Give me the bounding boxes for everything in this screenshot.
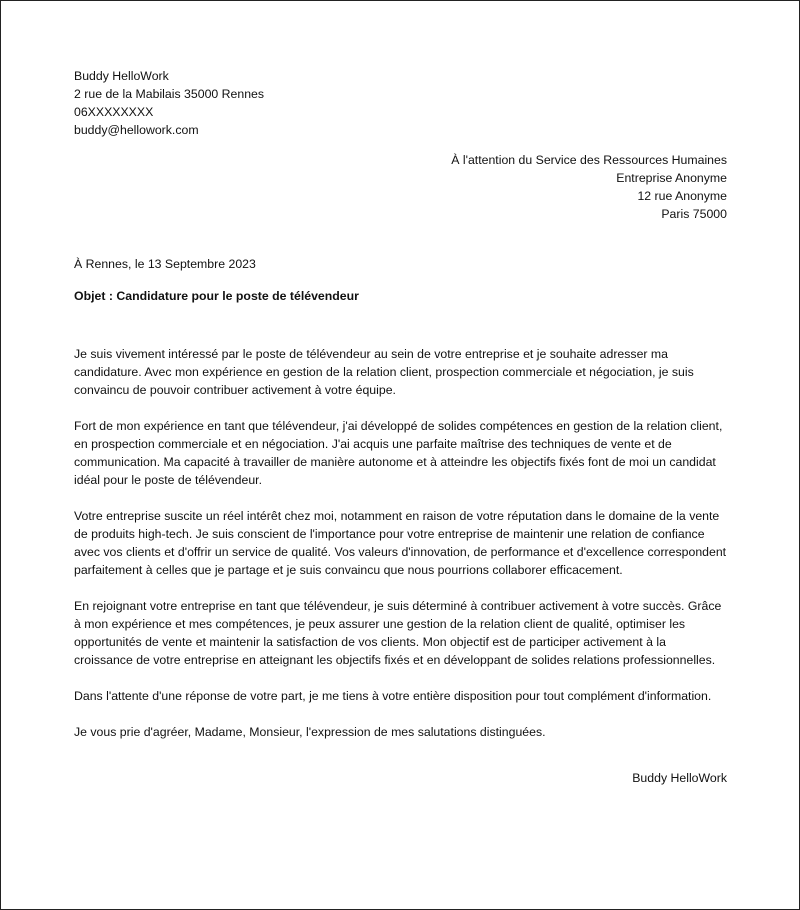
- sender-phone: 06XXXXXXXX: [74, 105, 154, 119]
- paragraph: Dans l'attente d'une réponse de votre part, je me tiens à votre entière disposition pour tout complément d'information.: [74, 689, 712, 703]
- paragraph: Je suis vivement intéressé par le poste de télévendeur au sein de votre entreprise et je souhaite adresser ma candidature. Avec mon expérience en gestion de la relation client, prospection commerciale et négociation, je suis convaincu de pouvoir contribuer activement à votre équipe.: [74, 347, 694, 397]
- paragraph: Je vous prie d'agréer, Madame, Monsieur, l'expression de mes salutations distinguées.: [74, 725, 546, 739]
- sender-email: buddy@hellowork.com: [74, 123, 199, 137]
- place-date: À Rennes, le 13 Septembre 2023: [74, 257, 256, 271]
- signature: Buddy HelloWork: [632, 771, 727, 785]
- recipient-block: [74, 151, 727, 223]
- recipient-company: Entreprise Anonyme: [616, 171, 727, 185]
- sender-address: 2 rue de la Mabilais 35000 Rennes: [74, 87, 265, 101]
- letter-content: [74, 67, 727, 787]
- recipient-city: Paris 75000: [661, 207, 727, 221]
- sender-name: Buddy HelloWork: [74, 69, 169, 83]
- recipient-attention: À l'attention du Service des Ressources Humaines: [451, 153, 727, 167]
- recipient-street: 12 rue Anonyme: [637, 189, 727, 203]
- paragraph: Votre entreprise suscite un réel intérêt chez moi, notamment en raison de votre réputation dans le domaine de la vente de produits high-tech. Je suis conscient de l'importance pour votre entreprise de maintenir une relation de confiance avec vos clients et d'offrir un service de qualité. Vos valeurs d'innovation, de performance et d'excellence correspondent parfaitement à celles que je partage et je suis convaincu que nous pourrions collaborer efficacement.: [74, 509, 727, 577]
- subject-line: Objet : Candidature pour le poste de télévendeur: [74, 289, 359, 303]
- paragraph: Fort de mon expérience en tant que télévendeur, j'ai développé de solides compétences en gestion de la relation client, en prospection commerciale et en négociation. J'ai acquis une parfaite maîtrise des techniques de vente et de communication. Ma capacité à travailler de manière autonome et à atteindre les objectifs fixés font de moi un candidat idéal pour le poste de télévendeur.: [74, 419, 723, 487]
- letter-body: [74, 345, 727, 741]
- sender-block: [74, 67, 727, 139]
- paragraph: En rejoignant votre entreprise en tant que télévendeur, je suis déterminé à contribuer activement à votre succès. Grâce à mon expérience et mes compétences, je peux assurer une gestion de la relation client de qualité, optimiser les opportunités de vente et maintenir la satisfaction de vos clients. Mon objectif est de participer activement à la croissance de votre entreprise en atteignant les objectifs fixés et en développant de solides relations professionnelles.: [74, 599, 722, 667]
